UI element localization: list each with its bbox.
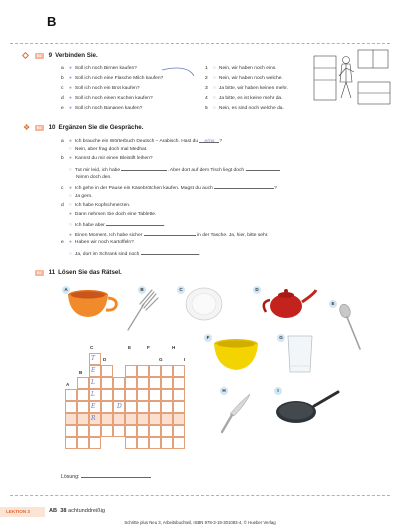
bottom-divider bbox=[10, 495, 390, 496]
ex9-question-c: c ● Soll ich noch ein Brot kaufen? bbox=[61, 86, 140, 91]
level-badge: B2 bbox=[37, 125, 42, 130]
picture-label-g: G bbox=[277, 334, 285, 342]
ex10-line-b1: b ● Kannst du mir einen Bleistift leihen? bbox=[61, 156, 153, 161]
exercise-11-header bbox=[23, 269, 122, 276]
speaker-marker-icon: ● bbox=[69, 212, 72, 217]
ex10-line-a2: ○ Nein, aber frag doch mal Medhat. bbox=[69, 147, 148, 152]
grid-label-d: D bbox=[103, 357, 107, 362]
exercise-number: 10 bbox=[48, 124, 56, 131]
solution-blank[interactable] bbox=[81, 473, 151, 478]
glass-icon bbox=[284, 334, 316, 374]
speaker-marker-icon: ● bbox=[69, 96, 72, 101]
solution-cell[interactable] bbox=[125, 413, 137, 425]
ex10-line-d1: d ○ Ich habe Kopfschmerzen. bbox=[61, 203, 131, 208]
solution-cell[interactable] bbox=[113, 413, 125, 425]
footer-ab: AB bbox=[49, 508, 58, 514]
picture-label-c: C bbox=[177, 286, 185, 294]
exercise-number: 11 bbox=[48, 269, 56, 276]
ex10-line-a1: a ● Ich brauche ein Wörterbuch Deutsch – Arabisch. Hast du eins ? bbox=[61, 138, 223, 144]
grid-cell[interactable] bbox=[137, 425, 149, 437]
spoon-icon bbox=[338, 303, 364, 351]
ex10-line-b3: Nimm doch den. bbox=[76, 175, 112, 180]
speaker-marker-icon: ● bbox=[69, 233, 72, 238]
grid-label-g: G bbox=[159, 357, 163, 362]
speaker-marker-icon: ● bbox=[69, 66, 72, 71]
knife-icon bbox=[220, 392, 254, 434]
ex9-question-d: d ● Soll ich noch einen Kuchen kaufen? bbox=[61, 96, 153, 101]
grid-cell[interactable] bbox=[77, 389, 89, 401]
grid-cell[interactable] bbox=[149, 437, 161, 449]
picture-label-f: F bbox=[204, 334, 212, 342]
grid-cell[interactable] bbox=[149, 401, 161, 413]
solution-row bbox=[61, 473, 151, 480]
top-divider bbox=[10, 43, 390, 44]
grid-cell[interactable] bbox=[65, 401, 77, 413]
picture-label-h: H bbox=[220, 387, 228, 395]
grid-label-e: E bbox=[128, 345, 132, 350]
solution-cell[interactable] bbox=[173, 413, 185, 425]
grid-cell[interactable] bbox=[137, 437, 149, 449]
handwritten-letter: D bbox=[117, 403, 122, 410]
answer-blank[interactable] bbox=[121, 166, 167, 171]
grid-cell[interactable] bbox=[137, 365, 149, 377]
ex9-question-e: e ● Soll ich noch Bananen kaufen? bbox=[61, 106, 143, 111]
ex9-question-b: b ● Soll ich noch eine Flasche Milch kaufen? bbox=[61, 76, 164, 81]
plate-icon bbox=[184, 287, 224, 321]
kitchen-illustration bbox=[312, 48, 392, 110]
answer-blank[interactable]: eins bbox=[199, 138, 219, 143]
cup-icon bbox=[64, 288, 120, 320]
ex9-question-a: a ● Soll ich noch Birnen kaufen? bbox=[61, 66, 137, 71]
grid-cell[interactable] bbox=[65, 425, 77, 437]
grid-cell[interactable] bbox=[65, 437, 77, 449]
picture-label-e: E bbox=[329, 300, 337, 308]
solution-cell[interactable] bbox=[77, 413, 89, 425]
handwritten-letter: E bbox=[91, 367, 96, 374]
ex10-line-d3: ○ Ich habe aber . bbox=[69, 223, 166, 228]
level-badge: B2 bbox=[37, 270, 42, 275]
grid-cell[interactable] bbox=[137, 389, 149, 401]
speaker-marker-icon: ○ bbox=[213, 96, 216, 101]
solution-cell[interactable] bbox=[101, 413, 113, 425]
speaker-marker-icon: ● bbox=[69, 106, 72, 111]
grid-label-b: B bbox=[79, 370, 83, 375]
ex9-answer-1: 1 ○ Nein, wir haben noch eins. bbox=[205, 66, 277, 71]
ex10-line-e1: e ● Haben wir noch Kartoffeln? bbox=[61, 240, 134, 245]
speaker-marker-icon: ○ bbox=[69, 147, 72, 152]
speaker-marker-icon: ○ bbox=[69, 252, 72, 257]
grid-cell[interactable] bbox=[113, 377, 125, 389]
diamond-outline-icon bbox=[22, 52, 29, 59]
grid-cell[interactable] bbox=[173, 437, 185, 449]
ex9-answer-2: 2 ○ Nein, wir haben noch welche. bbox=[205, 76, 283, 81]
speaker-marker-icon: ○ bbox=[213, 106, 216, 111]
grid-cell[interactable] bbox=[125, 365, 137, 377]
speaker-marker-icon: ○ bbox=[69, 194, 72, 199]
bowl-icon bbox=[212, 338, 260, 372]
grid-cell[interactable] bbox=[65, 389, 77, 401]
speaker-marker-icon: ● bbox=[69, 156, 72, 161]
footer-imprint: Schritte plus Neu 3, Arbeitsbuchteil, ISBN 978-3-19-301083-4, © Hueber Verlag bbox=[124, 520, 276, 525]
answer-blank[interactable] bbox=[246, 166, 280, 171]
teapot-icon bbox=[258, 284, 318, 320]
handwritten-letter: L bbox=[91, 391, 95, 398]
grid-cell[interactable] bbox=[113, 425, 125, 437]
grid-label-i: I bbox=[184, 357, 186, 362]
grid-cell[interactable] bbox=[137, 377, 149, 389]
grid-cell[interactable] bbox=[173, 365, 185, 377]
grid-cell[interactable] bbox=[89, 425, 101, 437]
answer-blank[interactable] bbox=[141, 250, 199, 255]
grid-cell[interactable] bbox=[161, 389, 173, 401]
frying-pan-icon bbox=[274, 388, 340, 426]
solution-label: Lösung: bbox=[61, 474, 80, 480]
grid-cell[interactable] bbox=[173, 389, 185, 401]
grid-label-f: F bbox=[147, 345, 150, 350]
grid-cell[interactable] bbox=[161, 437, 173, 449]
grid-cell[interactable] bbox=[161, 365, 173, 377]
speaker-marker-icon: ○ bbox=[69, 203, 72, 208]
grid-cell[interactable] bbox=[161, 425, 173, 437]
speaker-marker-icon: ● bbox=[69, 240, 72, 245]
grid-cell[interactable] bbox=[89, 437, 101, 449]
handwritten-letter: T bbox=[91, 355, 96, 362]
ex10-line-c2: ○ Ja gern. bbox=[69, 194, 93, 199]
grid-cell[interactable] bbox=[77, 425, 89, 437]
ex10-line-b2: ○ Tut mir leid, ich habe . Aber dort auf dem Tisch liegt doch bbox=[69, 166, 280, 173]
speaker-marker-icon: ○ bbox=[213, 86, 216, 91]
grid-cell[interactable] bbox=[161, 377, 173, 389]
ex9-answer-3: 3 ○ Ja bitte, wir haben keinen mehr. bbox=[205, 86, 288, 91]
speaker-marker-icon: ○ bbox=[69, 168, 72, 173]
matching-line bbox=[160, 66, 200, 82]
ex10-line-c1: c ● Ich gehe in der Pause ein Käsebrötchen kaufen. Magst du auch ? bbox=[61, 186, 277, 191]
section-letter: B bbox=[47, 14, 57, 29]
picture-label-b: B bbox=[138, 286, 146, 294]
grid-cell[interactable] bbox=[101, 377, 113, 389]
grid-cell[interactable] bbox=[161, 401, 173, 413]
grid-label-a: A bbox=[66, 382, 70, 387]
ex9-answer-4: 4 ○ Ja bitte, es ist keine mehr da. bbox=[205, 96, 283, 101]
grid-cell[interactable] bbox=[125, 401, 137, 413]
grid-cell[interactable] bbox=[149, 365, 161, 377]
grid-cell[interactable] bbox=[101, 365, 113, 377]
ex9-answer-5: 5 ○ Nein, es sind noch welche da. bbox=[205, 106, 284, 111]
footer-page-word: achtunddreißig bbox=[68, 508, 106, 514]
picture-label-a: A bbox=[62, 286, 70, 294]
solution-cell[interactable] bbox=[137, 413, 149, 425]
grid-cell[interactable] bbox=[101, 389, 113, 401]
picture-label-i: I bbox=[274, 387, 282, 395]
speaker-marker-icon: ● bbox=[69, 86, 72, 91]
grid-cell[interactable] bbox=[101, 425, 113, 437]
grid-cell[interactable] bbox=[125, 425, 137, 437]
grid-cell[interactable] bbox=[113, 389, 125, 401]
footer-page-number: 38 bbox=[60, 508, 67, 514]
grid-cell[interactable] bbox=[77, 437, 89, 449]
grid-cell[interactable] bbox=[137, 401, 149, 413]
grid-cell[interactable] bbox=[125, 377, 137, 389]
solution-cell[interactable] bbox=[149, 413, 161, 425]
grid-cell[interactable] bbox=[173, 425, 185, 437]
grid-cell[interactable] bbox=[149, 389, 161, 401]
exercise-10-header bbox=[23, 124, 143, 131]
grid-cell[interactable] bbox=[77, 377, 89, 389]
answer-blank[interactable] bbox=[106, 221, 164, 226]
ex10-line-d2: ● Dann nehmen Sie doch eine Tablette. bbox=[69, 212, 157, 217]
solution-cell[interactable] bbox=[161, 413, 173, 425]
grid-label-c: C bbox=[90, 345, 94, 350]
exercise-number: 9 bbox=[48, 52, 53, 59]
answer-blank[interactable] bbox=[214, 184, 274, 189]
grid-cell[interactable] bbox=[149, 377, 161, 389]
exercise-title: Ergänzen Sie die Gespräche. bbox=[58, 124, 144, 131]
grid-label-h: H bbox=[172, 345, 176, 350]
exercise-title: Verbinden Sie. bbox=[55, 52, 98, 59]
answer-blank[interactable] bbox=[144, 231, 196, 236]
speaker-marker-icon: ○ bbox=[69, 223, 72, 228]
picture-label-d: D bbox=[253, 286, 261, 294]
diamond-filled-icon: ❖ bbox=[23, 122, 31, 132]
handwritten-letter: R bbox=[91, 415, 96, 422]
grid-cell[interactable] bbox=[77, 401, 89, 413]
exercise-title: Lösen Sie das Rätsel. bbox=[58, 269, 122, 276]
ex10-line-d4: ● Einen Moment. Ich habe sicher in der Tasche. Ja, hier, bitte sehr. bbox=[69, 233, 269, 238]
grid-cell[interactable] bbox=[149, 425, 161, 437]
level-badge: B2 bbox=[37, 53, 42, 58]
footer-page bbox=[49, 508, 105, 514]
speaker-marker-icon: ● bbox=[69, 139, 72, 144]
fork-icon bbox=[122, 288, 160, 332]
handwritten-letter: L bbox=[91, 379, 95, 386]
solution-cell[interactable] bbox=[65, 413, 77, 425]
grid-cell[interactable] bbox=[173, 377, 185, 389]
exercise-9-header bbox=[23, 52, 98, 59]
grid-cell[interactable] bbox=[125, 389, 137, 401]
footer-lektion: LEKTION 3 bbox=[6, 509, 30, 514]
speaker-marker-icon: ● bbox=[69, 186, 72, 191]
speaker-marker-icon: ● bbox=[69, 76, 72, 81]
speaker-marker-icon: ○ bbox=[213, 76, 216, 81]
grid-cell[interactable] bbox=[125, 437, 137, 449]
handwritten-letter: E bbox=[91, 403, 96, 410]
grid-cell[interactable] bbox=[101, 401, 113, 413]
ex10-line-e2: ○ Ja, dort im Schrank sind noch . bbox=[69, 252, 201, 257]
speaker-marker-icon: ○ bbox=[213, 66, 216, 71]
grid-cell[interactable] bbox=[173, 401, 185, 413]
